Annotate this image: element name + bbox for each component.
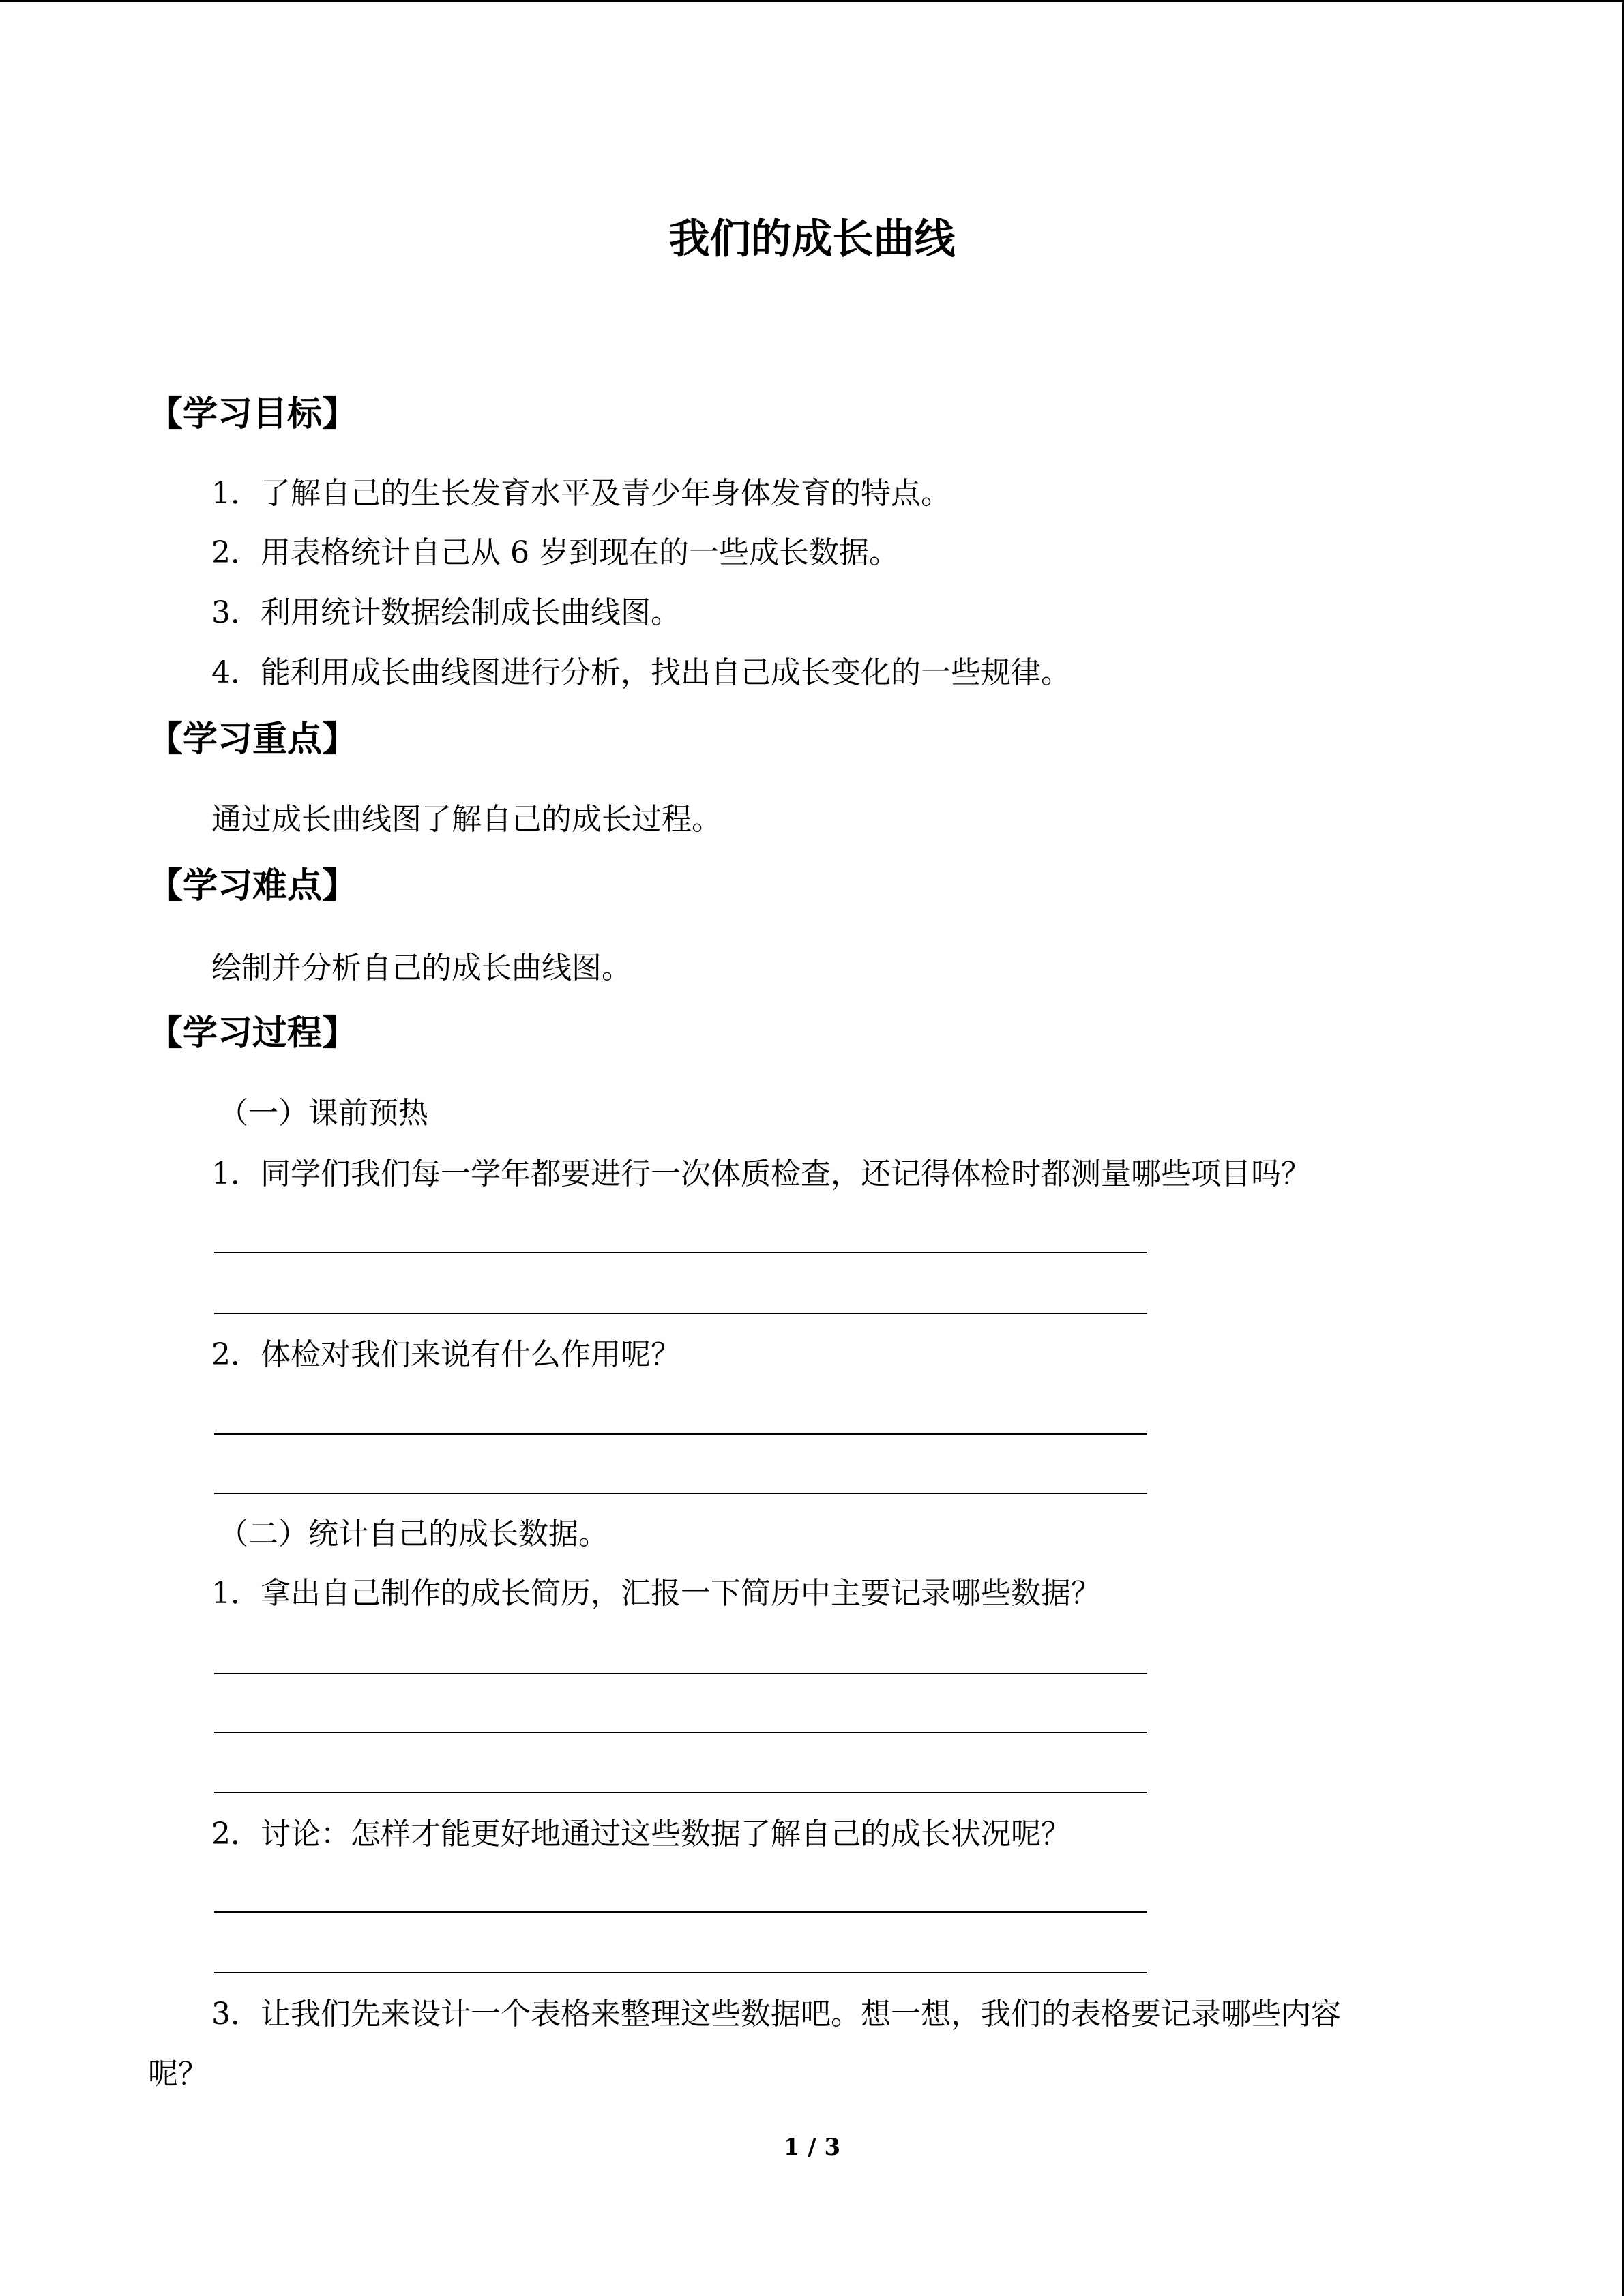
- answer-line[interactable]: [214, 1732, 1147, 1733]
- answer-line[interactable]: [214, 1252, 1147, 1253]
- part2-question-3-line2: 呢？: [148, 2057, 208, 2091]
- goal-item-4: 4．能利用成长曲线图进行分析，找出自己成长变化的一些规律。: [211, 655, 1071, 690]
- answer-line[interactable]: [214, 1911, 1147, 1913]
- difficulty-text: 绘制并分析自己的成长曲线图。: [211, 951, 632, 985]
- answer-line[interactable]: [214, 1673, 1147, 1674]
- page-number: 1 / 3: [783, 2134, 841, 2161]
- answer-line[interactable]: [214, 1972, 1147, 1973]
- part1-question-2: 2．体检对我们来说有什么作用呢？: [211, 1337, 681, 1372]
- part2-title: （二）统计自己的成长数据。: [218, 1517, 608, 1551]
- heading-learning-difficulty: 【学习难点】: [148, 865, 357, 906]
- answer-line[interactable]: [214, 1493, 1147, 1494]
- part2-question-2: 2．讨论：怎样才能更好地通过这些数据了解自己的成长状况呢？: [211, 1817, 1071, 1851]
- top-border: [0, 0, 1624, 2]
- page-title: 我们的成长曲线: [668, 215, 956, 263]
- answer-line[interactable]: [214, 1792, 1147, 1793]
- goal-item-2: 2．用表格统计自己从 6 岁到现在的一些成长数据。: [211, 535, 899, 570]
- heading-learning-focus: 【学习重点】: [148, 719, 357, 760]
- heading-learning-goals: 【学习目标】: [148, 393, 357, 434]
- answer-line[interactable]: [214, 1313, 1147, 1314]
- part2-question-3-line1: 3．让我们先来设计一个表格来整理这些数据吧。想一想，我们的表格要记录哪些内容: [211, 1997, 1341, 2031]
- heading-learning-process: 【学习过程】: [148, 1013, 357, 1054]
- goal-item-3: 3．利用统计数据绘制成长曲线图。: [211, 595, 681, 630]
- focus-text: 通过成长曲线图了解自己的成长过程。: [211, 802, 722, 837]
- part1-question-1: 1．同学们我们每一学年都要进行一次体质检查，还记得体检时都测量哪些项目吗？: [211, 1157, 1311, 1191]
- part1-title: （一）课前预热: [218, 1096, 428, 1131]
- part2-question-1: 1．拿出自己制作的成长简历，汇报一下简历中主要记录哪些数据？: [211, 1576, 1101, 1611]
- goal-item-1: 1．了解自己的生长发育水平及青少年身体发育的特点。: [211, 476, 951, 511]
- answer-line[interactable]: [214, 1433, 1147, 1435]
